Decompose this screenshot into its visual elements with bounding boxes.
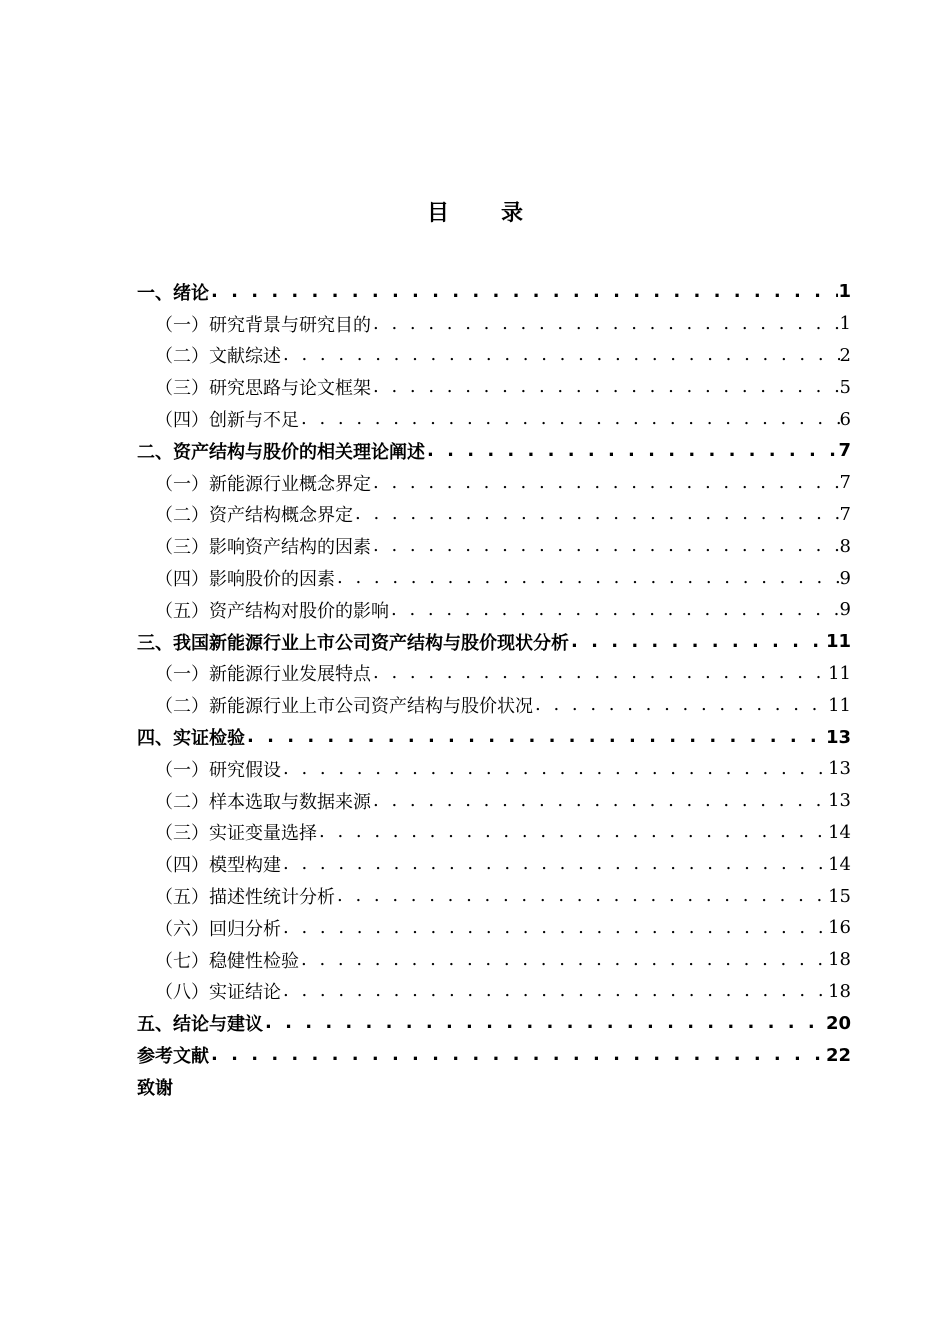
- toc-entry-section[interactable]: [137, 308, 851, 340]
- toc-entry-section[interactable]: [137, 785, 851, 817]
- toc-entry-page: 13: [828, 790, 851, 812]
- toc-entry-section[interactable]: [137, 658, 851, 690]
- toc-entry-page: 8: [839, 535, 851, 557]
- toc-entry-chapter-2[interactable]: [137, 435, 851, 467]
- toc-entry-section[interactable]: [137, 562, 851, 594]
- toc-entry-label: 二、资产结构与股价的相关理论阐述: [137, 441, 425, 463]
- toc-entry-page: 18: [828, 949, 851, 971]
- dot-leader: [299, 410, 840, 428]
- toc-entry-page: 7: [839, 472, 851, 494]
- toc-entry-label: （四）创新与不足: [155, 410, 299, 432]
- toc-entry-label: 五、结论与建议: [137, 1014, 263, 1036]
- toc-entry-label: （二）资产结构概念界定: [155, 505, 353, 527]
- toc-entry-section[interactable]: [137, 976, 851, 1008]
- toc-entry-chapter-5[interactable]: [137, 1007, 851, 1039]
- dot-leader: [209, 1046, 826, 1064]
- toc-entry-page: 22: [825, 1044, 851, 1066]
- dot-leader: [317, 823, 828, 841]
- toc-entry-page: 13: [825, 726, 851, 748]
- toc-entry-label: （一）研究假设: [155, 759, 281, 781]
- toc-entry-page: 7: [839, 503, 851, 525]
- toc-entry-page: 13: [828, 758, 851, 780]
- toc-entry-page: 1: [839, 313, 851, 335]
- toc-entry-label: （八）实证结论: [155, 982, 281, 1004]
- toc-entry-page: 20: [825, 1012, 851, 1034]
- toc-entry-section[interactable]: [137, 530, 851, 562]
- dot-leader: [533, 696, 828, 714]
- toc-entry-section[interactable]: [137, 594, 851, 626]
- dot-leader: [371, 537, 840, 555]
- toc-entry-page: 7: [838, 440, 851, 462]
- dot-leader: [569, 633, 826, 651]
- toc-entry-section[interactable]: [137, 340, 851, 372]
- toc-entry-section[interactable]: [137, 880, 851, 912]
- toc-entry-label: 一、绪论: [137, 282, 209, 304]
- toc-entry-section[interactable]: [137, 499, 851, 531]
- toc-entry-label: （四）影响股价的因素: [155, 569, 335, 591]
- dot-leader: [281, 346, 840, 364]
- dot-leader: [371, 474, 840, 492]
- toc-entry-label: （三）研究思路与论文框架: [155, 378, 371, 400]
- toc-entry-section[interactable]: [137, 944, 851, 976]
- toc-entry-label: （二）新能源行业上市公司资产结构与股价状况: [155, 696, 533, 718]
- toc-entry-label: （二）文献综述: [155, 346, 281, 368]
- toc-entry-page: 14: [828, 853, 851, 875]
- dot-leader: [425, 442, 838, 460]
- toc-entry-chapter-4[interactable]: [137, 721, 851, 753]
- dot-leader: [281, 760, 828, 778]
- toc-title-char-1: 目: [426, 201, 449, 226]
- toc-title-char-2: 录: [501, 201, 524, 226]
- toc-entry-page: 14: [828, 821, 851, 843]
- toc-entry-section[interactable]: [137, 848, 851, 880]
- toc-entry-label: （二）样本选取与数据来源: [155, 791, 371, 813]
- toc-entry-page: 15: [828, 885, 851, 907]
- dot-leader: [245, 728, 826, 746]
- toc-entry-section[interactable]: [137, 689, 851, 721]
- toc-entry-section[interactable]: [137, 912, 851, 944]
- toc-entry-page: 9: [839, 599, 851, 621]
- dot-leader: [299, 951, 828, 969]
- toc-entry-page: 2: [839, 344, 851, 366]
- toc-entry-page: 11: [828, 694, 851, 716]
- toc-entry-label: （六）回归分析: [155, 918, 281, 940]
- toc-entry-page: 11: [828, 662, 851, 684]
- toc-entry-chapter-3[interactable]: [137, 626, 851, 658]
- dot-leader: [371, 378, 840, 396]
- toc-title: [0, 196, 950, 227]
- toc-entry-acknowledgements[interactable]: [137, 1071, 851, 1103]
- toc-entry-chapter-1[interactable]: [137, 276, 851, 308]
- toc-entry-page: 16: [828, 917, 851, 939]
- toc-entry-label: （一）新能源行业发展特点: [155, 664, 371, 686]
- toc-entry-label: 四、实证检验: [137, 728, 245, 750]
- toc-entry-label: 三、我国新能源行业上市公司资产结构与股价现状分析: [137, 632, 569, 654]
- toc-entry-label: 参考文献: [137, 1046, 209, 1068]
- toc-entry-section[interactable]: [137, 371, 851, 403]
- toc-entry-page: 5: [839, 376, 851, 398]
- toc-entry-label: （三）实证变量选择: [155, 823, 317, 845]
- dot-leader: [281, 982, 828, 1000]
- dot-leader: [371, 664, 828, 682]
- dot-leader: [335, 887, 828, 905]
- toc-entry-page: 18: [828, 980, 851, 1002]
- dot-leader: [353, 505, 840, 523]
- dot-leader: [263, 1014, 826, 1032]
- toc-entry-section[interactable]: [137, 467, 851, 499]
- dot-leader: [281, 855, 828, 873]
- toc-entry-section[interactable]: [137, 817, 851, 849]
- toc-entry-label: （五）描述性统计分析: [155, 887, 335, 909]
- toc-entry-label: （四）模型构建: [155, 855, 281, 877]
- toc-entry-label: 致谢: [137, 1077, 173, 1099]
- toc-entry-section[interactable]: [137, 753, 851, 785]
- toc-entry-page: 6: [839, 408, 851, 430]
- toc-entry-page: 9: [839, 567, 851, 589]
- dot-leader: [209, 283, 838, 301]
- toc-entry-references[interactable]: [137, 1039, 851, 1071]
- toc-entry-label: （一）新能源行业概念界定: [155, 473, 371, 495]
- toc-entry-label: （三）影响资产结构的因素: [155, 537, 371, 559]
- toc-entry-label: （一）研究背景与研究目的: [155, 314, 371, 336]
- table-of-contents: [137, 276, 851, 1103]
- toc-entry-page: 1: [838, 281, 851, 303]
- toc-entry-label: （七）稳健性检验: [155, 950, 299, 972]
- toc-entry-label: （五）资产结构对股价的影响: [155, 600, 389, 622]
- toc-entry-page: 11: [825, 631, 851, 653]
- dot-leader: [281, 919, 828, 937]
- dot-leader: [335, 569, 840, 587]
- dot-leader: [371, 792, 828, 810]
- toc-entry-section[interactable]: [137, 403, 851, 435]
- dot-leader: [371, 315, 840, 333]
- dot-leader: [389, 601, 840, 619]
